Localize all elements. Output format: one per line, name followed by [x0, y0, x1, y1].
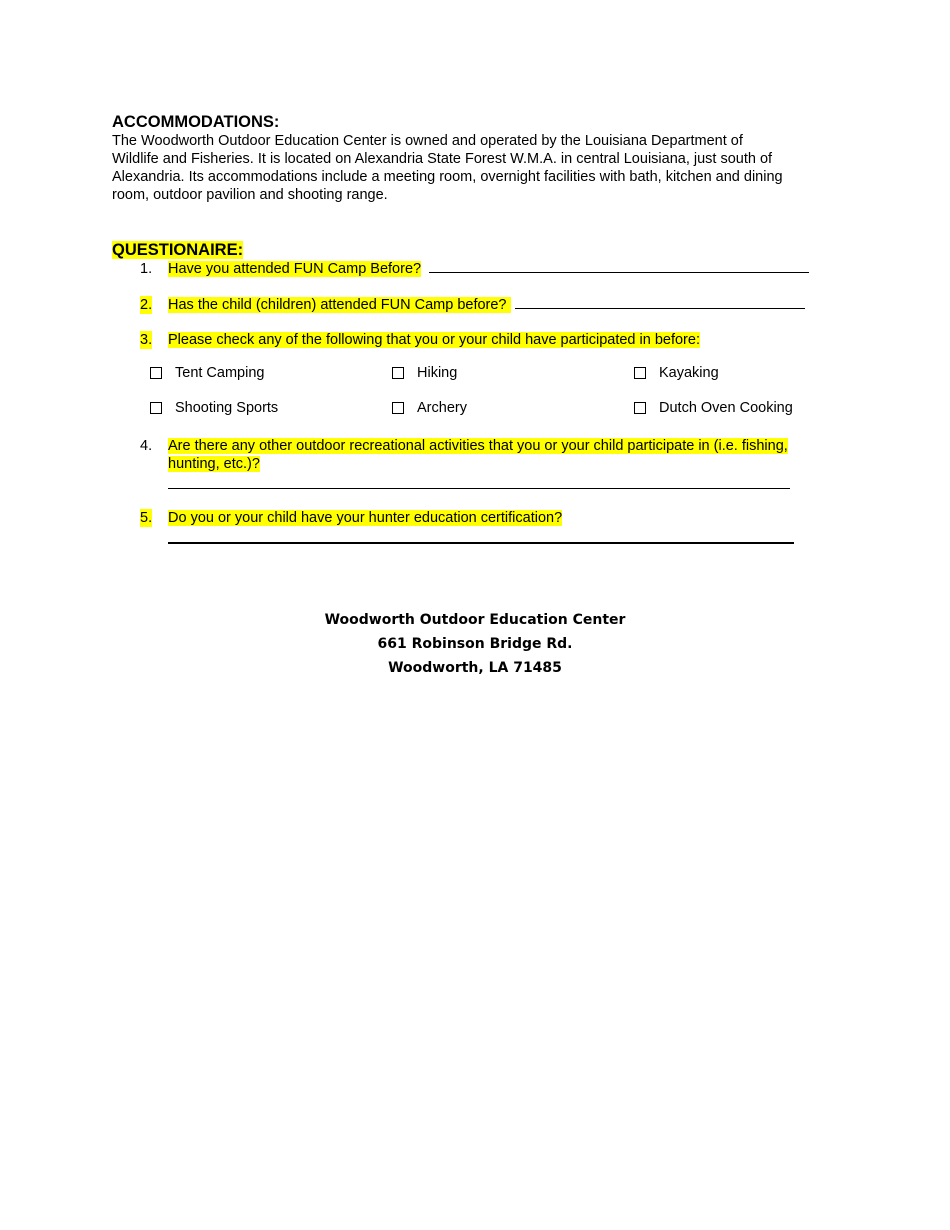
question-5-text: Do you or your child have your hunter education certification?	[168, 510, 563, 526]
question-3-text: Please check any of the following that you or your child have participated in before:	[168, 332, 700, 348]
question-3-number: 3.	[140, 332, 153, 348]
question-1	[112, 260, 834, 278]
accommodations-section	[112, 112, 834, 204]
option-label: Tent Camping	[175, 365, 265, 381]
accommodations-line-1: The Woodworth Outdoor Education Center is owned and operated by the Louisiana Department of	[112, 133, 743, 149]
question-5-number: 5.	[140, 510, 153, 526]
option-kayaking[interactable]	[634, 364, 719, 382]
center-city: Woodworth, LA 71485	[388, 660, 562, 676]
option-archery[interactable]	[392, 399, 467, 417]
option-label: Hiking	[417, 365, 458, 381]
question-1-text: Have you attended FUN Camp Before?	[168, 261, 422, 277]
checkbox-icon[interactable]	[392, 402, 404, 414]
center-street: 661 Robinson Bridge Rd.	[377, 636, 573, 652]
question-4-answer-line[interactable]	[168, 473, 790, 489]
checkbox-icon[interactable]	[150, 367, 162, 379]
question-1-answer-line[interactable]	[429, 260, 809, 273]
question-2-answer-line[interactable]	[515, 296, 805, 309]
question-5-answer-line[interactable]	[168, 527, 794, 544]
checkbox-icon[interactable]	[392, 367, 404, 379]
question-2-number: 2.	[140, 297, 153, 313]
questionnaire-section	[112, 240, 834, 544]
center-name: Woodworth Outdoor Education Center	[324, 612, 626, 628]
question-1-number: 1.	[140, 261, 153, 277]
question-2	[112, 296, 834, 314]
question-4	[112, 437, 834, 489]
question-5	[112, 509, 834, 544]
questionnaire-title: QUESTIONAIRE:	[112, 241, 244, 259]
address-block	[0, 608, 950, 680]
option-label: Shooting Sports	[175, 400, 279, 416]
accommodations-title: ACCOMMODATIONS:	[112, 113, 280, 131]
option-label: Archery	[417, 400, 467, 416]
question-2-text: Has the child (children) attended FUN Camp before?	[168, 297, 511, 313]
checkbox-icon[interactable]	[634, 402, 646, 414]
accommodations-line-4: room, outdoor pavilion and shooting range.	[112, 187, 388, 203]
question-4-number: 4.	[140, 438, 153, 454]
option-label: Dutch Oven Cooking	[659, 400, 793, 416]
option-shooting-sports[interactable]	[150, 399, 278, 417]
option-label: Kayaking	[659, 365, 719, 381]
question-4-text-line-2: hunting, etc.)?	[168, 456, 260, 472]
option-tent-camping[interactable]	[150, 364, 264, 382]
checkbox-icon[interactable]	[634, 367, 646, 379]
form-page	[112, 112, 834, 544]
option-hiking[interactable]	[392, 364, 457, 382]
checkbox-icon[interactable]	[150, 402, 162, 414]
accommodations-line-2: Wildlife and Fisheries. It is located on Alexandria State Forest W.M.A. in central Louisiana, just south of	[112, 151, 773, 167]
question-4-text-line-1: Are there any other outdoor recreational activities that you or your child participate in (i.e. fishing,	[168, 438, 788, 454]
question-3	[112, 331, 834, 349]
option-dutch-oven-cooking[interactable]	[634, 399, 793, 417]
activity-checklist	[112, 353, 834, 423]
accommodations-line-3: Alexandria. Its accommodations include a meeting room, overnight facilities with bath, kitchen and dining	[112, 169, 783, 185]
